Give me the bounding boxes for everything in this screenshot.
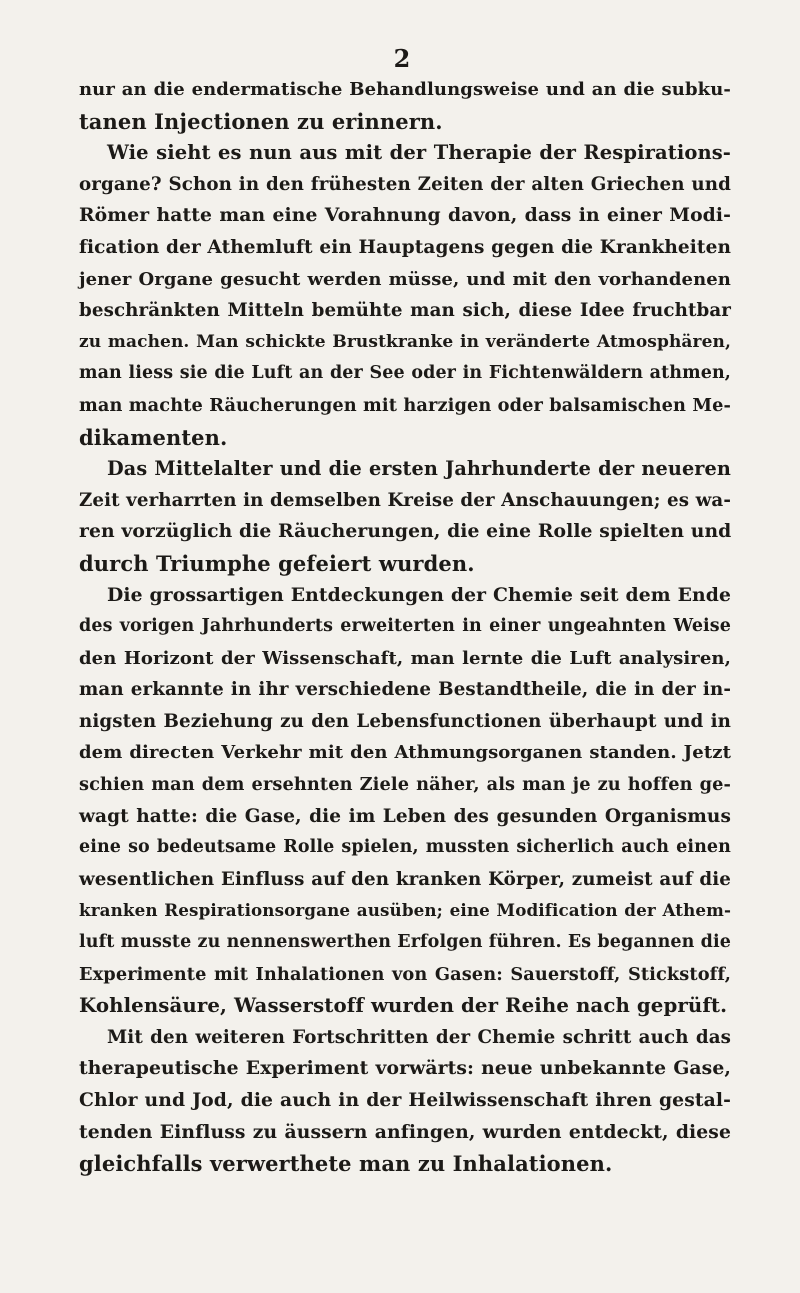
body-text — [79, 74, 731, 1180]
text-line: gleichfalls verwerthete man zu Inhalationen. — [79, 1151, 613, 1177]
text-line: Experimente mit Inhalationen von Gasen: Sauerstoff, Stickstoff, — [79, 963, 731, 985]
text-line: Das Mittelalter und die ersten Jahrhunderte der neueren — [107, 457, 731, 481]
text-line: kranken Respirationsorgane ausüben; eine Modification der Athem- — [79, 900, 731, 921]
text-line: man machte Räucherungen mit harzigen oder balsamischen Me- — [79, 394, 731, 416]
text-line: organe? Schon in den frühesten Zeiten der alten Griechen und — [79, 173, 731, 195]
text-line: Römer hatte man eine Vorahnung davon, dass in einer Modi- — [79, 204, 731, 227]
text-line: jener Organe gesucht werden müsse, und mit den vorhandenen — [79, 268, 731, 290]
page-number: 2 — [393, 44, 411, 73]
text-line: den Horizont der Wissenschaft, man lernte die Luft analysiren, — [79, 647, 731, 669]
text-line: man liess sie die Luft an der See oder in Fichtenwäldern athmen, — [79, 363, 731, 384]
text-line: ren vorzüglich die Räucherungen, die eine Rolle spielten und — [79, 520, 732, 543]
text-line: nigsten Beziehung zu den Lebensfunctionen überhaupt und in — [79, 710, 731, 732]
text-line: Kohlensäure, Wasserstoff wurden der Reihe nach geprüft. — [79, 993, 728, 1018]
text-line: schien man dem ersehnten Ziele näher, als man je zu hoffen ge- — [79, 774, 731, 796]
text-line: tanen Injectionen zu erinnern. — [79, 108, 443, 134]
text-line: dem directen Verkehr mit den Athmungsorganen standen. Jetzt — [79, 742, 731, 764]
text-line: man erkannte in ihr verschiedene Bestandtheile, die in der in- — [79, 679, 731, 701]
text-line: fication der Athemluft ein Hauptagens gegen die Krankheiten — [79, 236, 731, 258]
text-line: luft musste zu nennenswerthen Erfolgen führen. Es begannen die — [79, 932, 731, 953]
text-line: wagt hatte: die Gase, die im Leben des gesunden Organismus — [79, 805, 731, 827]
text-line: Zeit verharrten in demselben Kreise der Anschauungen; es wa- — [79, 489, 731, 511]
text-line: tenden Einfluss zu äussern anfingen, wurden entdeckt, diese — [79, 1120, 731, 1143]
text-line: Mit den weiteren Fortschritten der Chemie schritt auch das — [107, 1026, 731, 1048]
text-line: Die grossartigen Entdeckungen der Chemie seit dem Ende — [107, 583, 731, 606]
text-line: Wie sieht es nun aus mit der Therapie der Respirations- — [107, 141, 731, 165]
text-line: Chlor und Jod, die auch in der Heilwissenschaft ihren gestal- — [79, 1089, 731, 1111]
text-line: nur an die endermatische Behandlungsweise und an die subku- — [79, 79, 731, 100]
text-line: wesentlichen Einfluss auf den kranken Körper, zumeist auf die — [79, 868, 731, 890]
text-line: durch Triumphe gefeiert wurden. — [79, 550, 475, 576]
text-line: dikamenten. — [79, 424, 228, 450]
text-line: beschränkten Mitteln bemühte man sich, diese Idee fruchtbar — [79, 300, 731, 322]
text-line: therapeutische Experiment vorwärts: neue unbekannte Gase, — [79, 1057, 731, 1080]
text-line: eine so bedeutsame Rolle spielen, mussten sicherlich auch einen — [79, 837, 731, 858]
text-line: des vorigen Jahrhunderts erweiterten in einer ungeahnten Weise — [79, 616, 731, 637]
text-line: zu machen. Man schickte Brustkranke in veränderte Atmosphären, — [79, 331, 731, 352]
